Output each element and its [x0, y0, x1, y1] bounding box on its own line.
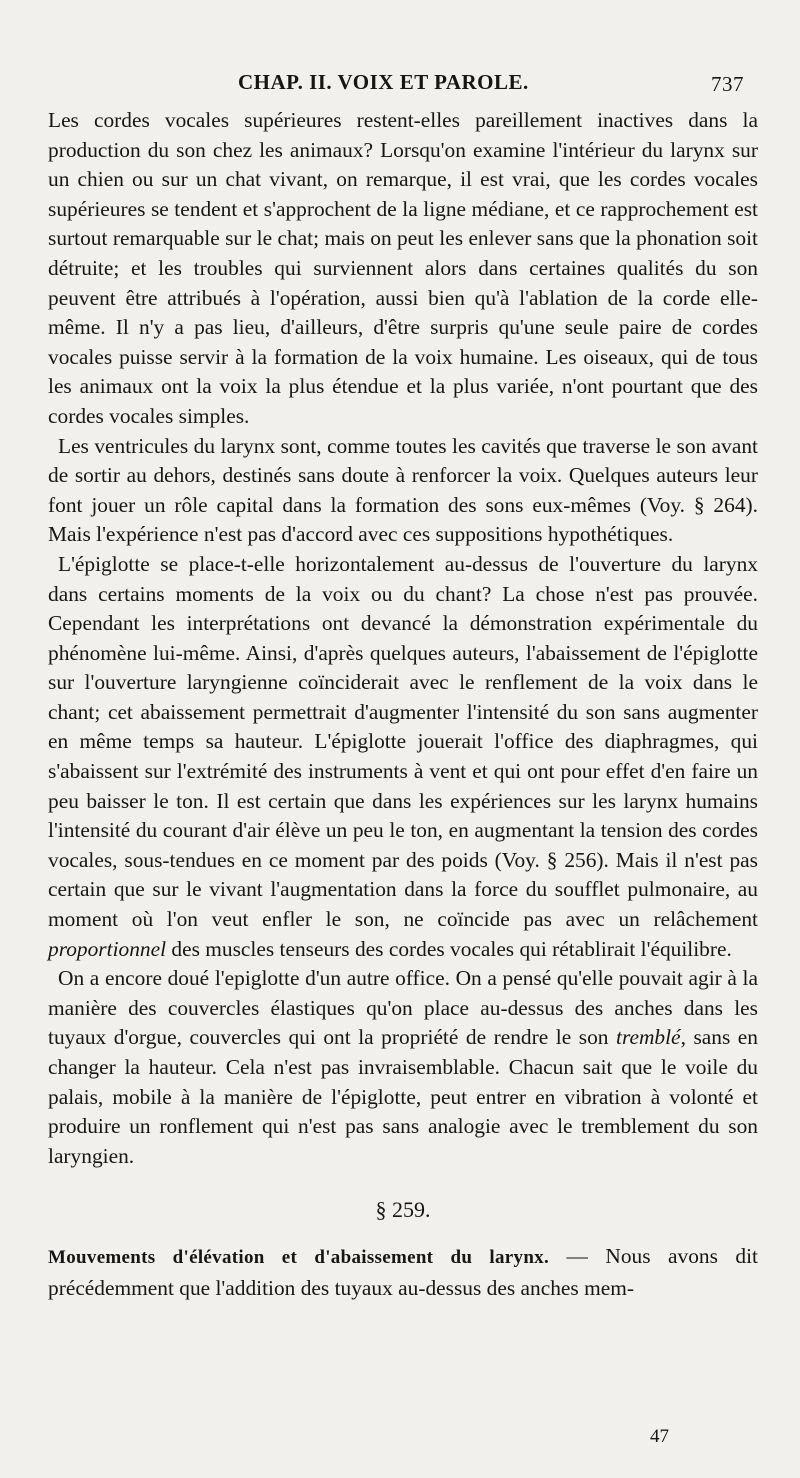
paragraph-4	[48, 964, 758, 1171]
paragraph-3-text-a: L'épiglotte se place-t-elle horizontalement au-dessus de l'ouverture du larynx dans certains moments de la voix ou du chant? La chose n'est pas prouvée. Cependant les interprétations ont devancé la démonstration expérimentale du phénomène lui-même. Ainsi, d'après quelques auteurs, l'abaissement de l'épiglotte sur l'ouverture laryngienne coïnciderait avec le renflement de la voix dans le chant; cet abaissement permettrait d'augmenter l'intensité du son sans augmenter en même temps sa hauteur. L'épiglotte jouerait l'office des diaphragmes, qui s'abaissent sur l'extrémité des instruments à vent et qui ont pour effet d'en faire un peu baisser le ton. Il est certain que dans les expériences sur les larynx humains l'intensité du courant d'air élève un peu le ton, en augmentant la tension des cordes vocales, sous-tendues en ce moment par des poids (Voy. § 256). Mais il n'est pas certain que sur le vivant l'augmentation dans la force du soufflet pulmonaire, au moment où l'on veut enfler le son, ne coïncide pas avec un relâchement	[48, 551, 758, 932]
paragraph-4-text-a: On a encore doué l'epiglotte d'un autre office. On a pensé qu'elle pouvait agir à la manière des couvercles élastiques qu'on place au-dessus des anches dans les tuyaux d'orgue, couvercles qui ont la propriété de rendre le son	[48, 966, 758, 1050]
signature-mark: 47	[650, 1426, 669, 1447]
running-head: CHAP. II. VOIX ET PAROLE.	[238, 70, 529, 94]
section-number: § 259.	[375, 1197, 431, 1223]
paragraph-2: Les ventricules du larynx sont, comme toutes les cavités que traverse le son avant de sortir au dehors, destinés sans doute à renforcer la voix. Quelques auteurs leur font jouer un rôle capital dans la formation des sons eux-mêmes (Voy. § 264). Mais l'expérience n'est pas d'accord avec ces suppositions hypothétiques.	[48, 433, 758, 547]
section-paragraph	[48, 1241, 758, 1303]
section-title: Mouvements d'élévation et d'abaissement du larynx.	[48, 1247, 550, 1269]
section-text: — Nous avons dit précédemment que l'addition des tuyaux au-dessus des anches mem-	[48, 1244, 758, 1301]
paragraph-1: Les cordes vocales supérieures restent-elles pareillement inactives dans la production du son chez les animaux? Lorsqu'on examine l'intérieur du larynx sur un chien ou sur un chat vivant, on remarque, il est vrai, que les cordes vocales supérieures se tendent et s'approchent de la ligne médiane, et ce rapprochement est surtout remarquable sur le chat; mais on peut les enlever sans que la phonation soit détruite; et les troubles qui surviennent alors dans certaines qualités du son peuvent être attribués à l'opération, aussi bien qu'à l'ablation de la corde elle-même. Il n'y a pas lieu, d'ailleurs, d'être surpris qu'une seule paire de cordes vocales puisse servir à la formation de la voix humaine. Les oiseaux, qui de tous les animaux ont la voix la plus étendue et la plus variée, n'ont pourtant que des cordes vocales simples.	[48, 108, 758, 428]
paragraph-3-text-b: des muscles tenseurs des cordes vocales qui rétablirait l'équilibre.	[166, 936, 732, 961]
paragraph-4-text-b: , sans en changer la hauteur. Cela n'est pas invraisemblable. Chacun sait que le voile du palais, mobile à la manière de l'épiglotte, peut entrer en vibration à volonté et produire un ronflement qui n'est pas sans analogie avec le tremblement du son laryngien.	[48, 1025, 758, 1168]
page-header	[48, 66, 758, 106]
italic-tremble: tremblé	[616, 1025, 681, 1050]
paragraph-3	[48, 550, 758, 964]
page-number: 737	[711, 72, 744, 96]
italic-proportionnel: proportionnel	[48, 936, 167, 961]
